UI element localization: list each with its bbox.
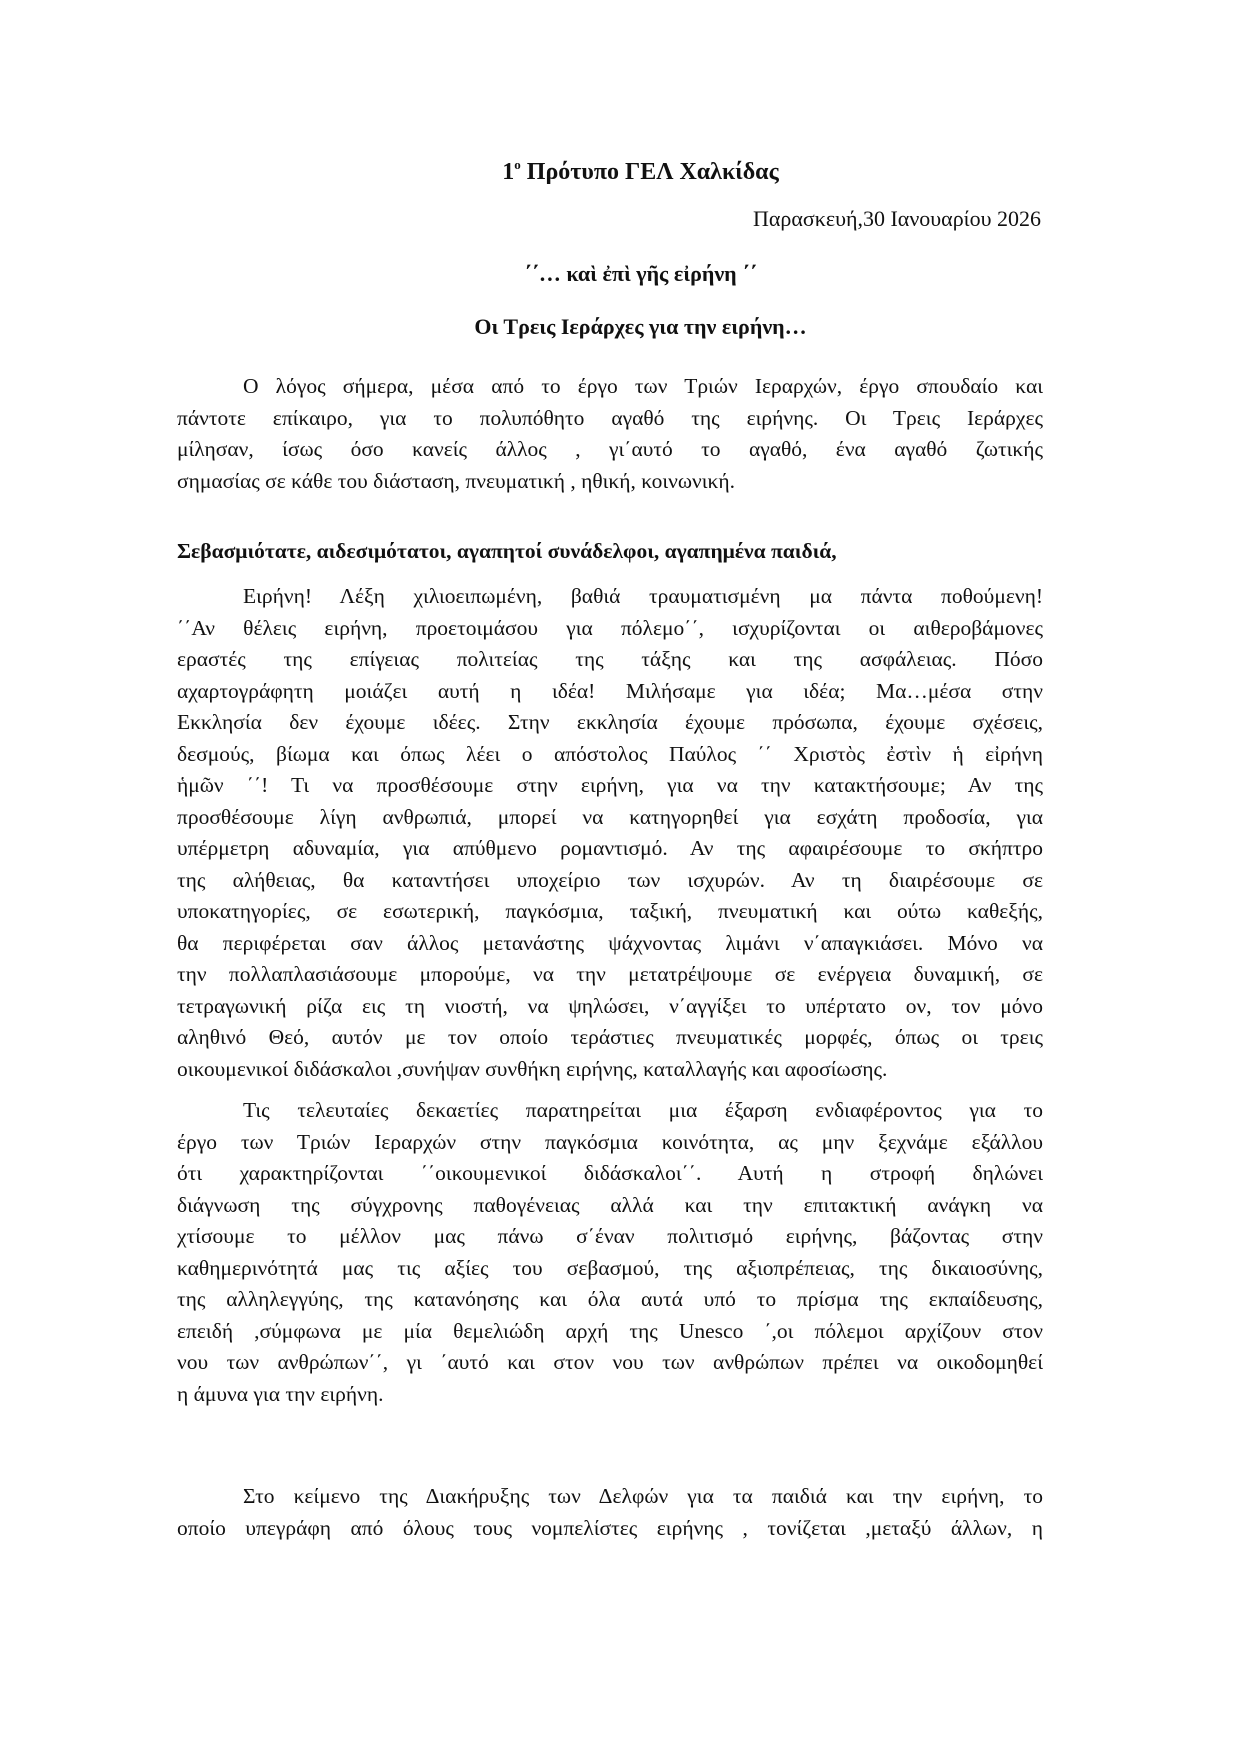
paragraph-decades: [177, 1095, 1043, 1410]
text-line: μίλησαν, ίσως όσο κανείς άλλος , γι΄αυτό το αγαθό, ένα αγαθό ζωτικής: [177, 437, 1043, 461]
text-line: υποκατηγορίες, σε εσωτερική, παγκόσμια, ταξική, πνευματική και ούτω καθεξής,: [177, 899, 1043, 923]
text-line: πάντοτε επίκαιρο, για το πολυπόθητο αγαθό της ειρήνης. Οι Τρεις Ιεράρχες: [177, 405, 1043, 430]
text-line: έργο των Τριών Ιεραρχών στην παγκόσμια κοινότητα, ας μην ξεχνάμε εξάλλου: [177, 1129, 1043, 1154]
text-line: Ο λόγος σήμερα, μέσα από το έργο των Τριών Ιεραρχών, έργο σπουδαίο και: [243, 374, 1043, 398]
text-line: της αλήθειας, θα καταντήσει υποχείριο των ισχυρών. Αν τη διαιρέσουμε σε: [177, 867, 1043, 892]
subtitle-heading: Οι Τρεις Ιεράρχες για την ειρήνη…: [474, 314, 807, 339]
text-line: δεσμούς, βίωμα και όπως λέει ο απόστολος Παύλος ΄΄ Χριστὸς ἐστὶν ἡ εἰρήνη: [177, 741, 1043, 766]
text-line: της αλληλεγγύης, της κατανόησης και όλα αυτά υπό το πρίσμα της εκπαίδευσης,: [177, 1287, 1043, 1311]
text-line: τετραγωνική ρίζα εις τη νιοστή, να ψηλώσει, ν΄αγγίξει το υπέρτατο ον, τον μόνο: [177, 993, 1043, 1018]
text-line: αληθινό Θεό, αυτόν με τον οποίο τεράστιες πνευματικές μορφές, όπως οι τρεις: [177, 1025, 1043, 1049]
text-line: οποίο υπεγράφη από όλους τους νομπελίστες ειρήνης , τονίζεται ,μεταξύ άλλων, η: [177, 1515, 1043, 1540]
text-line: χτίσουμε το μέλλον μας πάνω σ΄έναν πολιτισμό ειρήνης, βάζοντας στην: [177, 1224, 1043, 1248]
text-line: αχαρτογράφητη μοιάζει αυτή η ιδέα! Μιλήσαμε για ιδέα; Μα…μέσα στην: [177, 678, 1043, 703]
paragraph-peace: [177, 581, 1043, 1085]
text-line: ότι χαρακτηρίζονται ΄΄οικουμενικοί διδάσκαλοι΄΄. Αυτή η στροφή δηλώνει: [177, 1161, 1043, 1185]
text-line: νου των ανθρώπων΄΄, γι ΄αυτό και στον νου των ανθρώπων πρέπει να οικοδομηθεί: [177, 1350, 1043, 1374]
text-line: την πολλαπλασιάσουμε μπορούμε, να την μετατρέψουμε σε ενέργεια δυναμική, σε: [177, 962, 1043, 986]
text-line: υπέρμετρη αδυναμία, για απύθμενο ρομαντισμό. Αν της αφαιρέσουμε το σκήπτρο: [177, 836, 1043, 860]
date-line: Παρασκευή,30 Ιανουαρίου 2026: [752, 206, 1041, 231]
text-line: θα περιφέρεται σαν άλλος μετανάστης ψάχνοντας λιμάνι ν΄απαγκιάσει. Μόνο να: [177, 930, 1043, 955]
text-line: σημασίας σε κάθε του διάσταση, πνευματική , ηθική, κοινωνική.: [177, 468, 735, 493]
text-line: Εκκλησία δεν έχουμε ιδέες. Στην εκκλησία έχουμε πρόσωπα, έχουμε σχέσεις,: [177, 710, 1043, 734]
text-line: εραστές της επίγειας πολιτείας της τάξης και της ασφάλειας. Πόσο: [177, 647, 1043, 671]
text-line: προσθέσουμε λίγη ανθρωπιά, μπορεί να κατηγορηθεί για εσχάτη προδοσία, για: [177, 804, 1043, 829]
school-heading: [0, 150, 1241, 187]
text-line: ἡμῶν ΄΄! Τι να προσθέσουμε στην ειρήνη, για να την κατακτήσουμε; Αν της: [177, 773, 1043, 797]
school-name: Πρότυπο ΓΕΛ Χαλκίδας: [526, 159, 779, 185]
text-line: επειδή ,σύμφωνα με μία θεμελιώδη αρχή της Unesco ΄,οι πόλεμοι αρχίζουν στον: [177, 1318, 1043, 1343]
motto-heading: ΄΄… καὶ ἐπὶ γῆς εἰρήνη ΄΄: [524, 261, 757, 286]
text-line: η άμυνα για την ειρήνη.: [177, 1381, 384, 1406]
greeting-line: Σεβασμιότατε, αιδεσιμότατοι, αγαπητοί συνάδελφοι, αγαπημένα παιδιά,: [177, 539, 837, 563]
ordinal-superscript: ο: [514, 157, 521, 172]
text-line: ΄΄Αν θέλεις ειρήνη, προετοιμάσου για πόλεμο΄΄, ισχυρίζονται οι αιθεροβάμονες: [177, 615, 1043, 640]
paragraph-intro: [177, 371, 1043, 497]
text-line: οικουμενικοί διδάσκαλοι ,συνήψαν συνθήκη ειρήνης, καταλλαγής και αφοσίωσης.: [177, 1056, 888, 1081]
school-number: 1: [502, 159, 515, 185]
text-line: Ειρήνη! Λέξη χιλιοειπωμένη, βαθιά τραυματισμένη μα πάντα ποθούμενη!: [243, 584, 1043, 608]
paragraph-delphi: [177, 1481, 1043, 1544]
text-line: διάγνωση της σύγχρονης παθογένειας αλλά και την επιτακτική ανάγκη να: [177, 1192, 1043, 1217]
text-line: Στο κείμενο της Διακήρυξης των Δελφών για τα παιδιά και την ειρήνη, το: [243, 1484, 1043, 1508]
text-line: καθημερινότητά μας τις αξίες του σεβασμού, της αξιοπρέπειας, της δικαιοσύνης,: [177, 1255, 1043, 1280]
text-line: Τις τελευταίες δεκαετίες παρατηρείται μια έξαρση ενδιαφέροντος για το: [243, 1098, 1043, 1122]
